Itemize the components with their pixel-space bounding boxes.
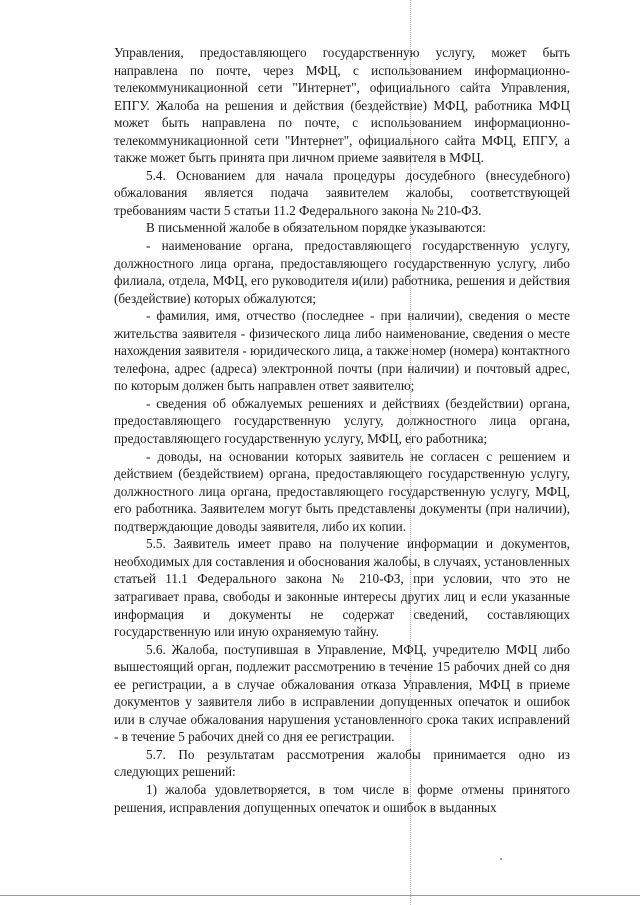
paragraph-complaint-requirements-intro: В письменной жалобе в обязательном порядке указываются: xyxy=(146,220,486,236)
paragraph-5-4: 5.4. Основанием для начала процедуры досудебного (внесудебного) обжалования является подача заявителем жалобы, соответствующей требованиям части 5 статьи 11.2 Федерального закона № 210-ФЗ. xyxy=(114,167,570,218)
decision-item-1: 1) жалоба удовлетворяется, в том числе в форме отмены принятого решения, исправления допущенных опечаток и ошибок в выданных xyxy=(114,781,570,815)
list-item-appealed-decisions: - сведения об обжалуемых решениях и действиях (бездействии) органа, предоставляющего государственную услугу, должностного лица органа, предоставляющего государственную услугу, МФЦ, его работника; xyxy=(114,395,570,447)
list-item-arguments: - доводы, на основании которых заявитель не согласен с решением и действием (бездействием) органа, предоставляющего государственную услугу, должностного лица органа, предоставляющего государственную услугу, МФЦ, его работника. Заявителем могут быть представлены документы (при наличии), подтверждающие доводы заявителя, либо их копии. xyxy=(114,448,570,534)
document-body xyxy=(114,44,570,816)
paragraph-5-6: 5.6. Жалоба, поступившая в Управление, МФЦ, учредителю МФЦ либо вышестоящий орган, подлежит рассмотрению в течение 15 рабочих дней со дня ее регистрации, а в случае обжалования отказа Управления, МФЦ в приеме документов у заявителя либо в исправлении допущенных опечаток и ошибок или в случае обжалования нарушения установленного срока таких исправлений - в течение 5 рабочих дней со дня ее регистрации. xyxy=(114,641,570,745)
list-item-applicant-details: - фамилия, имя, отчество (последнее - при наличии), сведения о месте жительства заявителя - физического лица либо наименование, сведения о месте нахождения заявителя - юридического лица, а также номер (номера) контактного телефона, адрес (адреса) электронной почты (при наличии) и почтовый адрес, по которым должен быть направлен ответ заявителю; xyxy=(114,308,570,394)
paragraph-continuation: Управления, предоставляющего государственную услугу, может быть направлена по почте, через МФЦ, с использованием информационно-телекоммуникационной сети "Интернет", официального сайта Управления, ЕПГУ. Жалоба на решения и действия (бездействие) МФЦ, работника МФЦ может быть направлена по почте, с использованием информационно-телекоммуникационной сети "Интернет", официального сайта МФЦ, ЕПГУ, а также может быть принята при личном приеме заявителя в МФЦ. xyxy=(114,45,570,166)
paragraph-5-5: 5.5. Заявитель имеет право на получение информации и документов, необходимых для составления и обоснования жалобы, в случаях, установленных статьей 11.1 Федерального закона № 210-ФЗ, при условии, что это не затрагивает права, свободы и законные интересы других лиц и если указанные информация и документы не содержат сведений, составляющих государственную или иную охраняемую тайну. xyxy=(114,536,571,640)
bottom-edge-rule xyxy=(0,895,640,896)
list-item-authority-name: - наименование органа, предоставляющего государственную услугу, должностного лица органа, предоставляющего государственную услугу, либо филиала, отдела, МФЦ, его руководителя и(или) работника, решения и действия (бездействие) которых обжалуются; xyxy=(114,238,570,306)
paragraph-5-7: 5.7. По результатам рассмотрения жалобы принимается одно из следующих решений: xyxy=(114,746,570,780)
scan-speck xyxy=(500,858,502,860)
